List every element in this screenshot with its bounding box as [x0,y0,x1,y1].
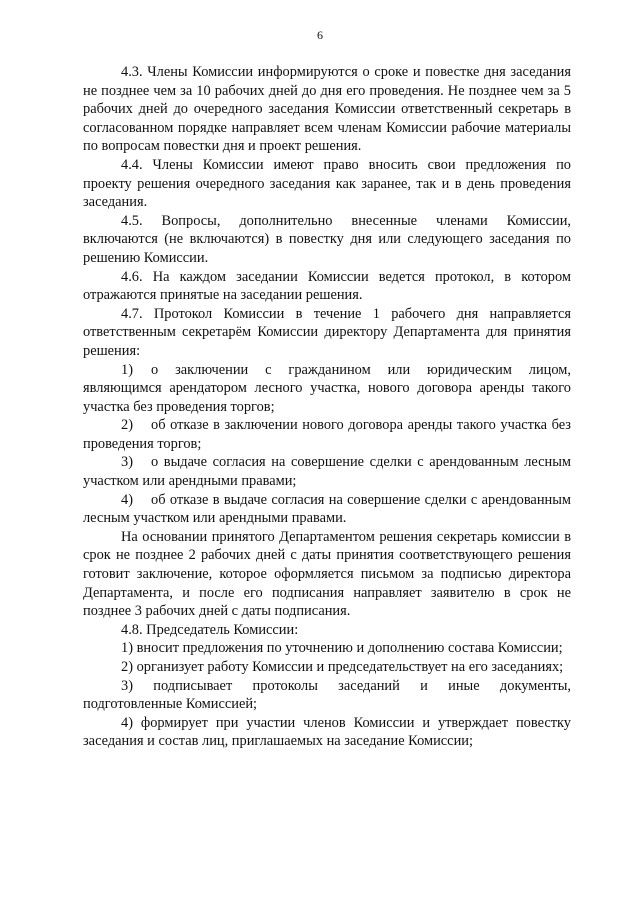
paragraph-4-3: 4.3. Члены Комиссии информируются о сроке и повестке дня заседания не позднее чем за 10 рабочих дней до дня его проведения. Не позднее чем за 5 рабочих дней до очередного заседания Комиссии ответственный секретарь в согласованном порядке направляет всем членам Комиссии рабочие материалы по вопросам повестки дня и проект решения. [83,64,571,155]
paragraph-4-4: 4.4. Члены Комиссии имеют право вносить свои предложения по проекту решения очередного заседания как заранее, так и в день проведения заседания. [83,156,571,211]
list-item-text: об отказе в заключении нового договора аренды такого участка без проведения торгов; [83,417,571,452]
paragraph-4-5: 4.5. Вопросы, дополнительно внесенные членами Комиссии, включаются (не включаются) в повестку дня или следующего заседания по решению Комиссии. [83,212,571,266]
list-item-number: 4) [121,491,133,508]
list-item-3 [83,453,571,490]
list-item-number: 1) [121,361,133,378]
page-number: 6 [317,28,323,42]
list-item-text: о выдаче согласия на совершение сделки с арендованным лесным участком или арендными правами; [83,454,571,490]
chair-duty-4: 4) формирует при участии членов Комиссии и утверждает повестку заседания и состав лиц, приглашаемых на заседание Комиссии; [83,714,571,750]
paragraph-4-8: 4.8. Председатель Комиссии: [121,621,299,638]
list-item-number: 3) [121,454,133,471]
document-body [83,63,571,751]
list-item-2 [83,416,571,453]
chair-duty-1: 1) вносит предложения по уточнению и дополнению состава Комиссии; [121,640,563,657]
paragraph-4-6: 4.6. На каждом заседании Комиссии ведется протокол, в котором отражаются принятые на заседании решения. [83,268,571,304]
chair-duty-2: 2) организует работу Комиссии и председательствует на его заседаниях; [121,659,564,675]
list-item-text: об отказе в выдаче согласия на совершение сделки с арендованным лесным участком или арендными правами. [83,491,571,527]
list-item-4 [83,491,571,528]
list-item-text: о заключении с гражданином или юридическим лицом, являющимся арендатором лесного участка, нового договора аренды такого участка без проведения торгов; [83,361,571,415]
list-item-number: 2) [121,417,133,434]
chair-duty-3: 3) подписывает протоколы заседаний и иные документы, подготовленные Комиссией; [83,677,571,713]
paragraph-4-7: 4.7. Протокол Комиссии в течение 1 рабочего дня направляется ответственным секретарём Комиссии директору Департамента для принятия решения: [83,305,571,359]
paragraph-decision-basis: На основании принятого Департаментом решения секретарь комиссии в срок не позднее 2 рабочих дней с даты принятия соответствующего решения готовит заключение, которое оформляется письмом за подписью директора Департамента, и после его подписания направляет заявителю в срок не позднее 3 рабочих дней с даты подписания. [83,528,571,620]
list-item-1 [83,361,571,417]
